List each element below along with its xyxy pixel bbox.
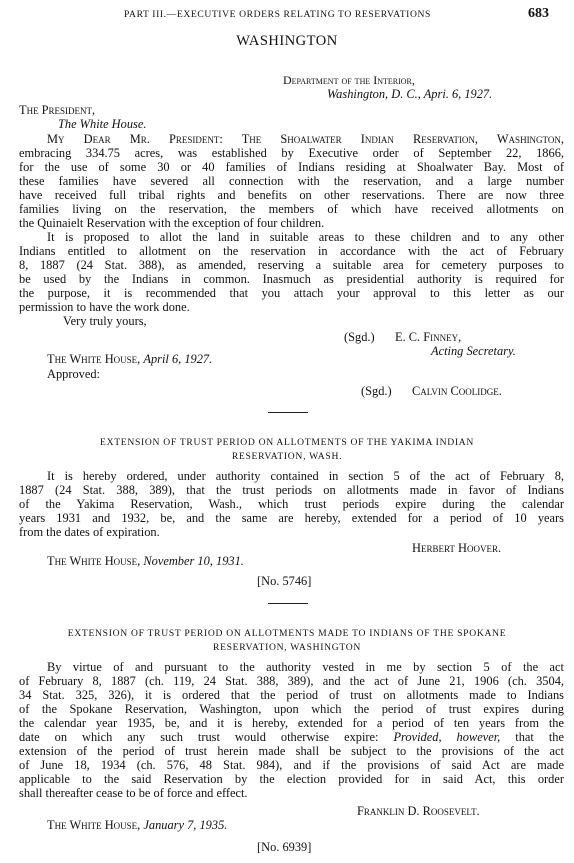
- letter-line: My Dear Mr. President: The Shoalwater Indian Reservation, Washington,: [47, 132, 564, 146]
- page-title: WASHINGTON: [236, 33, 338, 49]
- letter-line: for the use of some 30 or 40 families of Indians residing at Shoalwater Bay. Most of: [19, 160, 564, 174]
- section-heading: RESERVATION, WASH.: [231, 451, 343, 462]
- order-line: of the Spokane Reservation, Washington, upon which the period of trust expires during: [19, 702, 564, 716]
- letter-closing: Very truly yours,: [63, 314, 147, 328]
- president-signature: Franklin D. Roosevelt.: [357, 804, 480, 818]
- order-line: By virtue of and pursuant to the authority vested in me by section 5 of the act: [47, 660, 564, 674]
- section-heading: EXTENSION OF TRUST PERIOD ON ALLOTMENTS MADE TO INDIANS OF THE SPOKANE: [67, 628, 507, 639]
- letter-department: Department of the Interior,: [283, 73, 415, 87]
- section-heading: EXTENSION OF TRUST PERIOD ON ALLOTMENTS OF THE YAKIMA INDIAN: [100, 437, 474, 448]
- signer-title: Acting Secretary.: [431, 344, 516, 358]
- white-house-date: The White House, April 6, 1927.: [47, 352, 213, 366]
- president-signature: Herbert Hoover.: [412, 541, 502, 555]
- order-line: the calendar year 1935, be, and it is hereby, extended for a period of ten years from the: [19, 716, 564, 730]
- order-number: [No. 6939]: [257, 840, 312, 854]
- order-line: of February 8, 1887 (ch. 119, 24 Stat. 388, 389), and the act of June 21, 1906 (ch. 3504,: [19, 674, 564, 688]
- letter-line: Indians entitled to allotment on the reservation in accordance with the act of February: [19, 244, 564, 258]
- letter-addressee: The President,: [19, 103, 96, 117]
- letter-line: the Quinaielt Reservation with the exception of four children.: [19, 216, 325, 230]
- signature-prefix: (Sgd.): [344, 330, 375, 344]
- order-line: extension of the period of trust herein made shall be subject to the provisions of the act: [19, 744, 564, 758]
- letter-line: permission to have the work done.: [19, 300, 190, 314]
- letter-line: these families have severed all connection with the reservation, and a large number: [19, 174, 564, 188]
- letter-line: the purpose, it is recommended that you attach your approval to this letter as our: [19, 286, 564, 300]
- order-line: It is hereby ordered, under authority contained in section 5 of the act of February 8,: [47, 469, 564, 483]
- order-line: date on which any such trust would otherwise expire: Provided, however, that the: [19, 730, 564, 744]
- letter-line: be used by the Indians in common. Inasmuch as presidential authority is required for: [19, 272, 564, 286]
- signature-prefix: (Sgd.): [361, 384, 392, 398]
- order-line: of the Yakima Reservation, Wash., which trust periods expire during the calendar: [19, 497, 564, 511]
- order-number: [No. 5746]: [257, 574, 312, 588]
- letter-line: It is proposed to allot the land in suitable areas to these children and to any other: [47, 230, 564, 244]
- order-line: applicable to the said Reservation by the election provided for in said Act, this order: [19, 772, 564, 786]
- running-header: PART III.—EXECUTIVE ORDERS RELATING TO RESERVATIONS: [124, 9, 431, 20]
- order-line: 34 Stat. 325, 326), it is ordered that the period of trust on allotments made to Indians: [19, 688, 564, 702]
- order-line: of June 18, 1934 (ch. 576, 48 Stat. 984), and if the provisions of said Act are made: [19, 758, 564, 772]
- section-divider: [268, 603, 308, 604]
- letter-line: 8, 1887 (24 Stat. 388), as amended, reserving a suitable area for cemetery purposes to: [19, 258, 564, 272]
- approved-label: Approved:: [47, 367, 100, 381]
- letter-place-date: Washington, D. C., Apri. 6, 1927.: [327, 87, 493, 101]
- page-number: 683: [528, 6, 549, 21]
- letter-addressee-2: The White House.: [58, 117, 147, 131]
- order-line: shall thereafter cease to be of force and effect.: [19, 786, 248, 800]
- section-heading: RESERVATION, WASHINGTON: [212, 642, 362, 653]
- order-line: years 1931 and 1932, be, and the same are hereby, extended for a period of 10 years: [19, 511, 564, 525]
- white-house-date: The White House, January 7, 1935.: [47, 818, 228, 832]
- section-divider: [268, 412, 308, 413]
- president-signature: Calvin Coolidge.: [412, 384, 502, 398]
- order-line: 1887 (24 Stat. 388, 389), that the trust periods on allotments made in favor of Indians: [19, 483, 564, 497]
- white-house-date: The White House, November 10, 1931.: [47, 554, 244, 568]
- signer-name: E. C. Finney,: [395, 330, 462, 344]
- letter-line: embracing 334.75 acres, was established by Executive order of September 22, 1866,: [19, 146, 564, 160]
- letter-line: have received full tribal rights and benefits on other reservations. There are now three: [19, 188, 564, 202]
- order-line: from the dates of expiration.: [19, 525, 160, 539]
- letter-line: families living on the reservation, the members of which have received allotments on: [19, 202, 564, 216]
